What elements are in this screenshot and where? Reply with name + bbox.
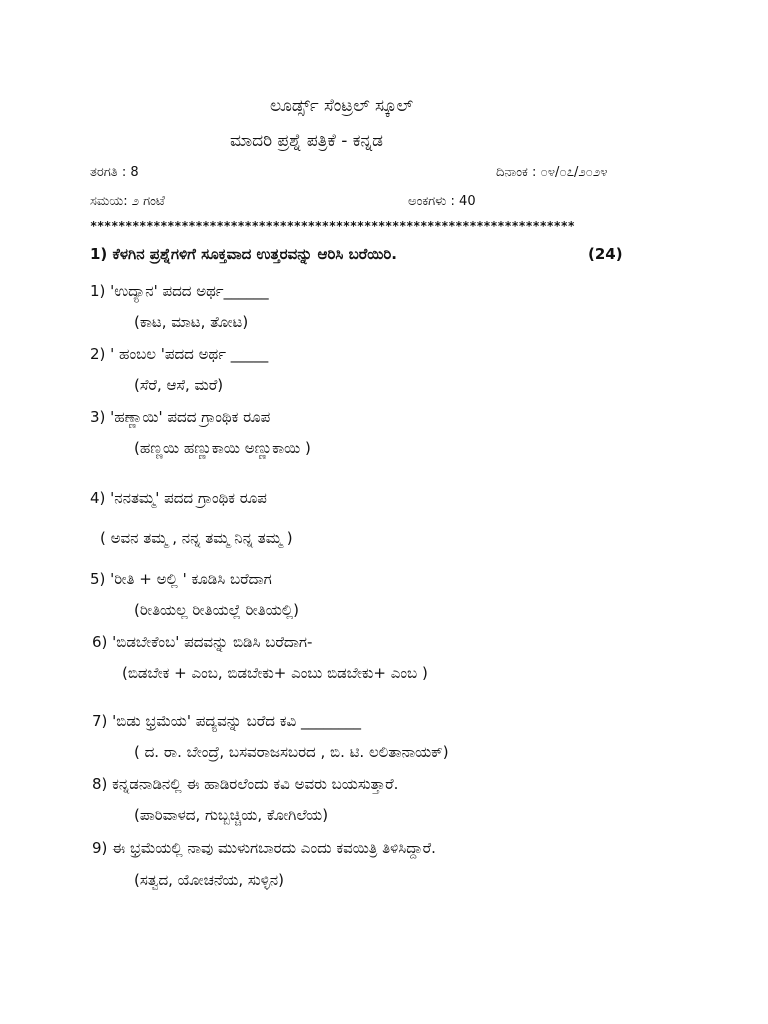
question-5: 5) 'ರೀತಿ + ಅಲ್ಲಿ ' ಕೂಡಿಸಿ ಬರೆದಾಗ: [90, 570, 272, 588]
separator-line: *********************************************************************: [90, 219, 575, 233]
time-label: ಸಮಯ: ೨ ಗಂಟೆ: [90, 194, 165, 209]
question-2-options: (ಸೆರೆ, ಆಸೆ, ಮರೆ): [134, 376, 224, 394]
question-1-options: (ಕಾಟ, ಮಾಟ, ತೋಟ): [134, 313, 249, 331]
question-3-options: (ಹಣ್ಣಯಿ ಹಣ್ಣುಕಾಯಿ ಅಣ್ಣುಕಾಯಿ ): [134, 439, 311, 457]
question-6-options: (ಬಿಡಬೇಕ + ಎಂಬ, ಬಿಡಬೇಕು+ ಎಂಬು ಬಿಡಬೇಕು+ ಎಂಬ ): [122, 664, 428, 682]
question-8-options: (ಪಾರಿವಾಳದ, ಗುಬ್ಬಚ್ಚಿಯ, ಕೋಗಿಲೆಯ): [134, 806, 329, 824]
question-4-options: ( ಅವನ ತಮ್ಮ , ನನ್ನ ತಮ್ಮ ನಿನ್ನ ತಮ್ಮ ): [100, 529, 293, 547]
question-9: 9) ಈ ಭ್ರಮೆಯಲ್ಲಿ ನಾವು ಮುಳುಗಬಾರದು ಎಂದು ಕವಯಿತ್ರಿ ತಿಳಿಸಿದ್ದಾರೆ.: [92, 839, 436, 857]
class-label: ತರಗತಿ : 8: [90, 165, 139, 180]
question-6: 6) 'ಬಿಡಬೇಕೆಂಬ' ಪದವನ್ನು ಬಿಡಿಸಿ ಬರೆದಾಗ-: [92, 633, 313, 651]
question-7-options: ( ದ. ರಾ. ಬೇಂದ್ರೆ, ಬಸವರಾಜಸಬರದ , ಬಿ. ಟಿ. ಲಲಿತಾನಾಯಕ್): [134, 743, 449, 761]
school-name: ಲೂರ್ಡ್ಸ್ ಸೆಂಟ್ರಲ್ ಸ್ಕೂಲ್: [270, 96, 414, 116]
question-3: 3) 'ಹಣ್ಣಾಯಿ' ಪದದ ಗ್ರಾಂಥಿಕ ರೂಪ: [90, 408, 271, 426]
question-2: 2) ' ಹಂಬಲ 'ಪದದ ಅರ್ಥ _____: [90, 345, 269, 363]
question-5-options: (ರೀತಿಯಲ್ಲ ರೀತಿಯಲ್ಲೆ ರೀತಿಯಲ್ಲಿ): [134, 601, 299, 619]
marks-label: ಅಂಕಗಳು : 40: [408, 194, 476, 209]
date-label: ದಿನಾಂಕ : ೦೪/೦೭/೨೦೨೪: [496, 165, 608, 180]
question-4: 4) 'ನನತಮ್ಮ' ಪದದ ಗ್ರಾಂಥಿಕ ರೂಪ: [90, 489, 267, 507]
paper-title: ಮಾದರಿ ಪ್ರಶ್ನೆ ಪತ್ರಿಕೆ - ಕನ್ನಡ: [230, 131, 383, 151]
question-7: 7) 'ಬಿಡು ಭ್ರಮೆಯ' ಪದ್ಯವನ್ನು ಬರೆದ ಕವಿ ________: [92, 712, 361, 730]
section-instruction: 1) ಕೆಳಗಿನ ಪ್ರಶ್ನೆಗಳಿಗೆ ಸೂಕ್ತವಾದ ಉತ್ತರವನ್ನು ಆರಿಸಿ ಬರೆಯಿರಿ.: [90, 245, 397, 263]
question-8: 8) ಕನ್ನಡನಾಡಿನಲ್ಲಿ ಈ ಹಾಡಿರಲೆಂದು ಕವಿ ಅವರು ಬಯಸುತ್ತಾರೆ.: [92, 775, 399, 793]
section-marks: (24): [588, 245, 623, 263]
question-9-options: (ಸತ್ವದ, ಯೋಚನೆಯ, ಸುಳ್ಳಿನ): [134, 871, 284, 889]
question-1: 1) 'ಉದ್ಯಾನ' ಪದದ ಅರ್ಥ______: [90, 282, 269, 300]
